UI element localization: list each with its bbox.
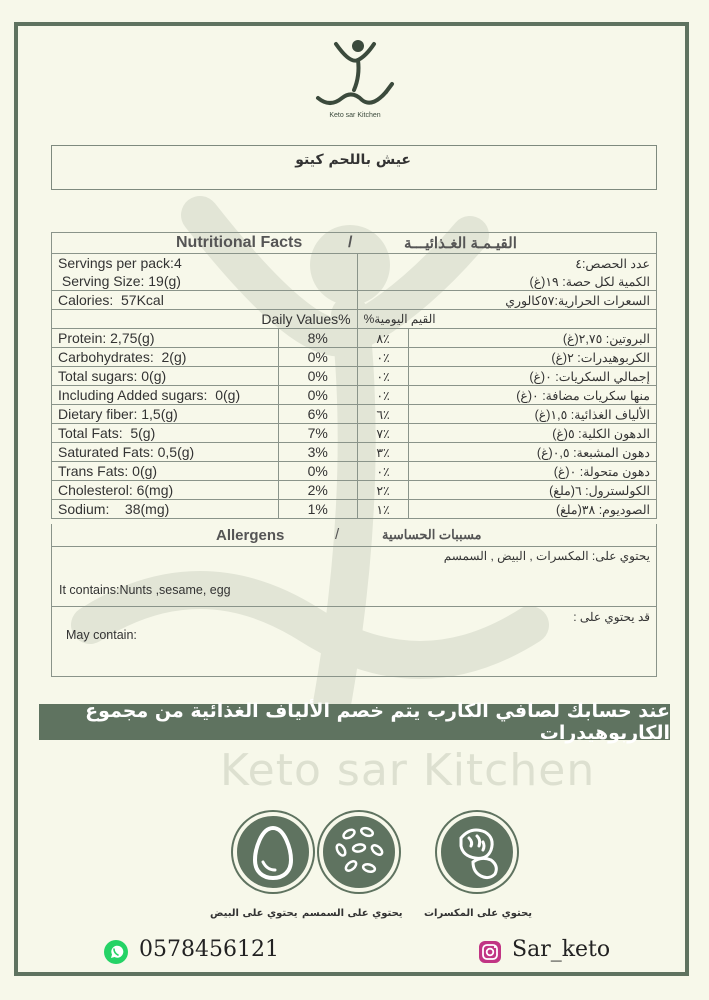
nutrient-dv-ar: ٪٦ bbox=[357, 405, 409, 424]
nutrient-name-en: Total sugars: 0(g) bbox=[52, 367, 279, 386]
calories-ar: السعرات الحرارية:٥٧كالوري bbox=[357, 291, 656, 310]
nutrient-row bbox=[52, 405, 657, 424]
nutrition-header-en: Nutritional Facts bbox=[176, 234, 303, 251]
daily-values-row bbox=[52, 310, 657, 329]
nutrient-name-ar: الدهون الكلية: ٥(غ) bbox=[409, 424, 657, 443]
whatsapp-icon bbox=[103, 939, 129, 965]
servings-en: Servings per pack:4 bbox=[52, 254, 358, 273]
nutrient-name-ar: دهون متحولة: ٠(غ) bbox=[409, 462, 657, 481]
nutrient-name-en: Cholesterol: 6(mg) bbox=[52, 481, 279, 500]
nutrient-name-en: Sodium: 38(mg) bbox=[52, 500, 279, 519]
sesame-icon bbox=[323, 816, 395, 888]
serving-size-ar: الكمية لكل حصة: ١٩(غ) bbox=[357, 272, 656, 291]
allergens-divider bbox=[52, 606, 656, 607]
nutrient-dv-ar: ٪٣ bbox=[357, 443, 409, 462]
calories-en: Calories: 57Kcal bbox=[52, 291, 358, 310]
nuts-badge bbox=[437, 812, 517, 892]
nutrient-name-en: Including Added sugars: 0(g) bbox=[52, 386, 279, 405]
nutrient-dv-ar: ٪٨ bbox=[357, 329, 409, 348]
sesame-badge-label: يحتوي على السمسم bbox=[302, 908, 403, 919]
nutrient-name-ar: الكولسترول: ٦(ملغ) bbox=[409, 481, 657, 500]
nutrient-row bbox=[52, 424, 657, 443]
nutrient-name-ar: الألياف الغذائية: ١,٥(غ) bbox=[409, 405, 657, 424]
nutrient-dv: 6% bbox=[278, 405, 357, 424]
nutrient-dv-ar: ٪٢ bbox=[357, 481, 409, 500]
allergens-header bbox=[52, 524, 656, 547]
calories-row bbox=[52, 291, 657, 310]
servings-ar: عدد الحصص:٤ bbox=[357, 254, 656, 273]
nutrient-dv-ar: ٪٠ bbox=[357, 367, 409, 386]
nutrient-name-ar: الصوديوم: ٣٨(ملغ) bbox=[409, 500, 657, 519]
nutrient-dv-ar: ٪٠ bbox=[357, 462, 409, 481]
nutrient-dv-ar: ٪٠ bbox=[357, 386, 409, 405]
nutrient-dv: 0% bbox=[278, 367, 357, 386]
phone-number: 0578456121 bbox=[139, 937, 279, 962]
nutrient-row bbox=[52, 367, 657, 386]
nutrient-dv: 2% bbox=[278, 481, 357, 500]
egg-badge bbox=[233, 812, 313, 892]
egg-badge-label: يحتوي على البيض bbox=[210, 908, 298, 919]
allergens-header-sep: / bbox=[335, 526, 340, 543]
nutrient-name-en: Total Fats: 5(g) bbox=[52, 424, 279, 443]
serving-size-row bbox=[52, 272, 657, 291]
may-contain-ar: قد يحتوي على : bbox=[573, 610, 650, 624]
nutrient-row bbox=[52, 386, 657, 405]
watermark-text: Keto sar Kitchen bbox=[220, 745, 596, 796]
instagram-handle: Sar_keto bbox=[512, 937, 611, 962]
nutrient-dv: 7% bbox=[278, 424, 357, 443]
nutrient-row bbox=[52, 500, 657, 519]
nutrient-dv: 1% bbox=[278, 500, 357, 519]
nutrient-name-ar: إجمالي السكريات: ٠(غ) bbox=[409, 367, 657, 386]
nutrient-row bbox=[52, 443, 657, 462]
nutrient-name-ar: الكربوهيدرات: ٢(غ) bbox=[409, 348, 657, 367]
allergens-section bbox=[51, 524, 657, 677]
nutrition-table bbox=[51, 232, 657, 519]
whatsapp-contact[interactable] bbox=[103, 937, 293, 967]
nutrient-dv: 8% bbox=[278, 329, 357, 348]
allergens-header-en: Allergens bbox=[216, 527, 285, 544]
nutrient-dv: 0% bbox=[278, 462, 357, 481]
serving-size-en: Serving Size: 19(g) bbox=[52, 272, 358, 291]
product-title-box bbox=[51, 145, 657, 190]
nutrient-dv-ar: ٪٧ bbox=[357, 424, 409, 443]
nutrient-name-en: Carbohydrates: 2(g) bbox=[52, 348, 279, 367]
nutrition-header-ar: القيـمـة الغـذائيـــة bbox=[404, 235, 517, 252]
nuts-icon bbox=[441, 816, 513, 888]
egg-icon bbox=[237, 816, 309, 888]
daily-values-en: Daily Values% bbox=[52, 310, 358, 329]
nutrient-dv: 0% bbox=[278, 386, 357, 405]
nutrient-dv-ar: ٪٠ bbox=[357, 348, 409, 367]
net-carb-banner: عند حسابك لصافي الكارب يتم خصم الألياف الغذائية من مجموع الكاربوهيدرات bbox=[39, 704, 670, 740]
nutrient-name-en: Protein: 2,75(g) bbox=[52, 329, 279, 348]
nutrient-row bbox=[52, 462, 657, 481]
nutrient-name-en: Saturated Fats: 0,5(g) bbox=[52, 443, 279, 462]
nutrient-dv: 0% bbox=[278, 348, 357, 367]
nutrition-header-sep: / bbox=[348, 234, 353, 251]
nutrient-name-ar: البروتين: ٢,٧٥(غ) bbox=[409, 329, 657, 348]
nutrient-row bbox=[52, 329, 657, 348]
nuts-badge-label: يحتوي على المكسرات bbox=[424, 908, 533, 919]
sesame-badge bbox=[319, 812, 399, 892]
instagram-icon bbox=[478, 940, 502, 964]
may-contain-en: May contain: bbox=[66, 628, 137, 642]
nutrient-dv-ar: ٪١ bbox=[357, 500, 409, 519]
brand-logo bbox=[300, 36, 410, 126]
nutrient-row bbox=[52, 481, 657, 500]
nutrient-name-en: Dietary fiber: 1,5(g) bbox=[52, 405, 279, 424]
nutrient-dv: 3% bbox=[278, 443, 357, 462]
nutrient-name-ar: منها سكريات مضافة: ٠(غ) bbox=[409, 386, 657, 405]
product-title: عيش باللحم كيتو bbox=[295, 152, 411, 168]
nutrition-header-row bbox=[52, 233, 657, 254]
instagram-contact[interactable] bbox=[478, 937, 618, 967]
allergens-header-ar: مسببات الحساسية bbox=[382, 527, 482, 542]
contains-en: It contains:Nunts ,sesame, egg bbox=[59, 583, 231, 597]
contains-ar: يحتوي على: المكسرات , البيض , السمسم bbox=[443, 549, 650, 563]
logo-caption: Keto sar Kitchen bbox=[329, 112, 381, 119]
nutrient-row bbox=[52, 348, 657, 367]
nutrient-name-en: Trans Fats: 0(g) bbox=[52, 462, 279, 481]
servings-row bbox=[52, 254, 657, 273]
nutrient-name-ar: دهون المشبعة: ٠,٥(غ) bbox=[409, 443, 657, 462]
daily-values-ar: %القيم اليومية bbox=[357, 310, 656, 329]
